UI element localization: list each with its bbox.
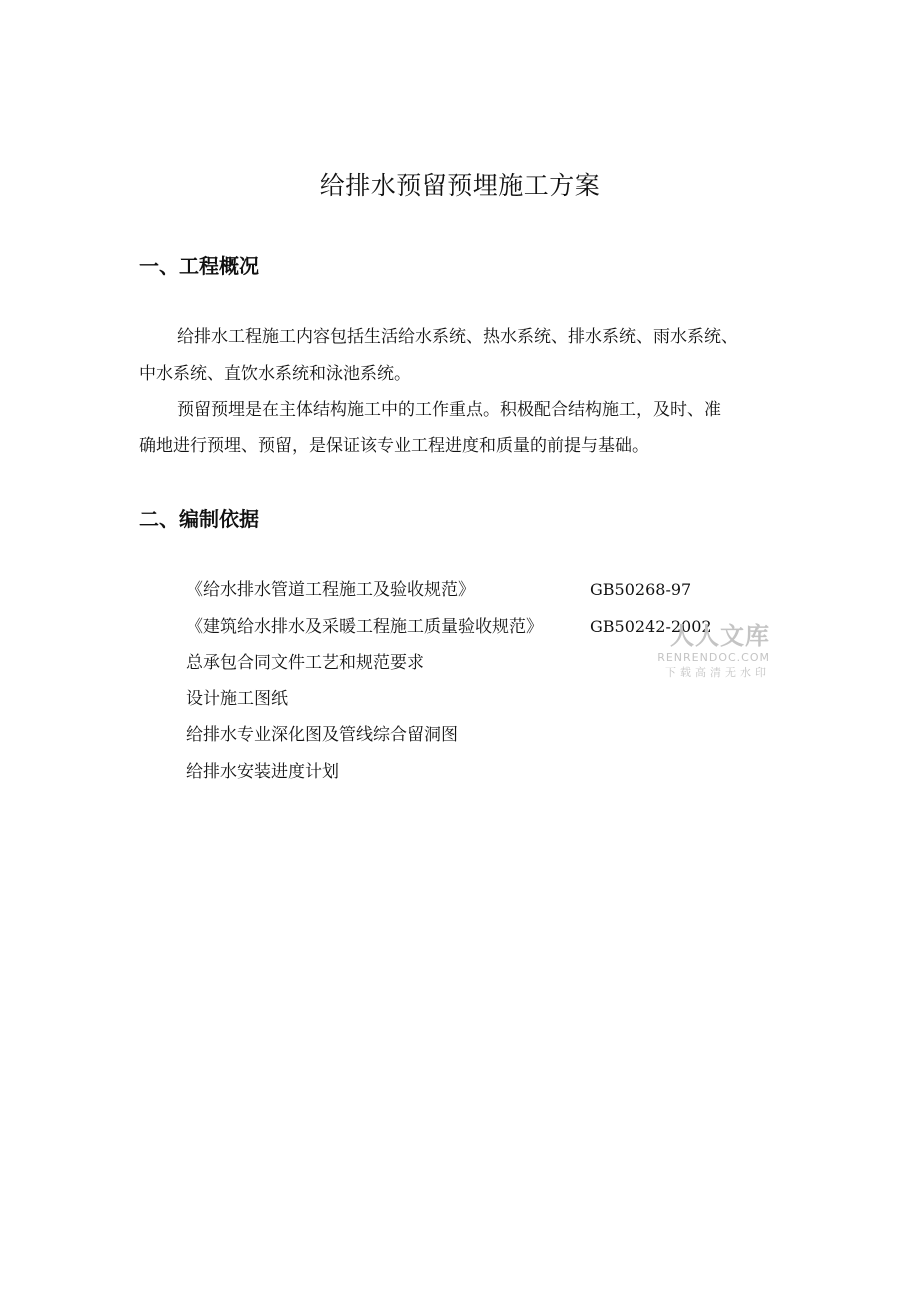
overview-paragraph-2-line-2: 确地进行预埋、预留，是保证该专业工程进度和质量的前提与基础。 bbox=[139, 436, 649, 456]
reference-name: 给排水安装进度计划 bbox=[186, 762, 339, 782]
reference-code: GB50268-97 bbox=[590, 580, 692, 599]
watermark-tagline: 下载高清无水印 bbox=[665, 666, 770, 679]
reference-item bbox=[186, 686, 746, 712]
section-heading-overview: 一、工程概况 bbox=[139, 254, 259, 278]
reference-name: 设计施工图纸 bbox=[186, 689, 288, 709]
overview-paragraph-1-line-1: 给排水工程施工内容包括生活给水系统、热水系统、排水系统、雨水系统、 bbox=[177, 327, 738, 347]
reference-item bbox=[186, 759, 746, 785]
overview-paragraph-2-line-1: 预留预埋是在主体结构施工中的工作重点。积极配合结构施工，及时、准 bbox=[177, 400, 721, 420]
reference-name: 《给水排水管道工程施工及验收规范》 bbox=[186, 580, 475, 600]
reference-code: GB50242-2002 bbox=[590, 617, 712, 636]
watermark bbox=[646, 622, 776, 682]
overview-paragraph-1-line-2: 中水系统、直饮水系统和泳池系统。 bbox=[139, 364, 411, 384]
reference-name: 给排水专业深化图及管线综合留洞图 bbox=[186, 725, 458, 745]
reference-item bbox=[186, 722, 746, 748]
watermark-brand: 人人文库 bbox=[670, 621, 770, 650]
reference-name: 总承包合同文件工艺和规范要求 bbox=[186, 653, 424, 673]
document-title: 给排水预留预埋施工方案 bbox=[319, 171, 601, 200]
watermark-site: RENRENDOC.COM bbox=[657, 651, 770, 664]
reference-name: 《建筑给水排水及采暖工程施工质量验收规范》 bbox=[186, 617, 543, 637]
reference-item bbox=[186, 577, 746, 603]
section-heading-basis: 二、编制依据 bbox=[139, 507, 259, 531]
